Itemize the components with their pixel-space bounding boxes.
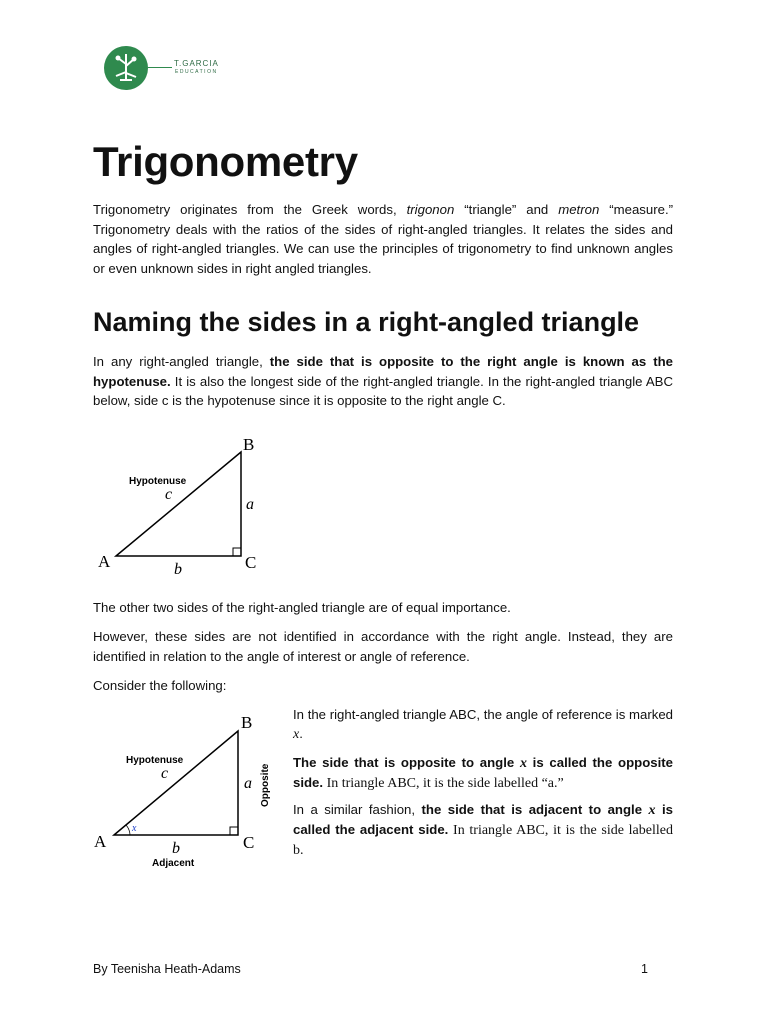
however-paragraph: However, these sides are not identified in accordance with the right angle. Instead, they are identified in relation to the angle of interest or angle of reference. — [93, 629, 673, 664]
side-b-label: b — [174, 561, 182, 578]
side-c-label: c — [161, 765, 169, 782]
side-a-label: a — [246, 496, 254, 513]
logo-divider — [148, 67, 172, 68]
angle-arc — [126, 825, 130, 835]
triangle-shape — [114, 731, 238, 835]
adjacent-label: Adjacent — [152, 858, 195, 869]
footer-author: By Teenisha Heath-Adams — [93, 962, 241, 976]
right-angle-marker — [230, 827, 238, 835]
page-title: Trigonometry — [93, 138, 358, 185]
page-number: 1 — [641, 962, 648, 976]
side-b-label: b — [172, 840, 180, 857]
vertex-b: B — [243, 435, 255, 454]
reference-angle-text: In the right-angled triangle ABC, the angle of reference is marked x. — [293, 707, 673, 742]
hypotenuse-label: Hypotenuse — [126, 755, 184, 766]
vertex-c: C — [245, 553, 257, 572]
triangle-shape — [116, 452, 241, 556]
opposite-label: Opposite — [260, 763, 271, 807]
brand-logo — [104, 46, 224, 92]
section-heading: Naming the sides in a right-angled triangle — [93, 307, 640, 337]
logo-name: T.GARCIA — [174, 59, 219, 68]
adjacent-side-text: In a similar fashion, the side that is adjacent to angle x is called the adjacent side. In triangle ABC, it is the side labelled b. — [293, 802, 673, 858]
hypotenuse-label: Hypotenuse — [129, 476, 187, 487]
vertex-b: B — [241, 713, 253, 732]
opposite-side-text: The side that is opposite to angle x is called the opposite side. In triangle ABC, it is the side labelled “a.” — [293, 755, 673, 791]
vertex-a: A — [94, 832, 107, 851]
logo-subtitle: EDUCATION — [175, 69, 218, 75]
intro-paragraph: Trigonometry originates from the Greek words, trigonon “triangle” and metron “measure.” Trigonometry deals with the ratios of the sides of right-angled triangles. It relates the sides and angles of right-angled triangles. We can use the principles of trigonometry to find unknown angles or even unknown sides in right angled triangles. — [93, 202, 673, 276]
other-sides-paragraph: The other two sides of the right-angled triangle are of equal importance. — [93, 600, 511, 615]
vertex-a: A — [98, 552, 111, 571]
logo-tree-icon — [104, 46, 148, 90]
right-angle-marker — [233, 548, 241, 556]
side-c-label: c — [165, 486, 173, 503]
consider-paragraph: Consider the following: — [93, 678, 227, 693]
hypotenuse-paragraph: In any right-angled triangle, the side that is opposite to the right angle is known as the hypotenuse. It is also the longest side of the right-angled triangle. In the right-angled triangle ABC below, side c is the hypotenuse since it is opposite to the right angle C. — [93, 354, 673, 408]
triangle-figure-1 — [92, 430, 282, 580]
triangle-figure-2 — [90, 708, 285, 873]
angle-x-label: x — [132, 823, 137, 834]
vertex-c: C — [243, 833, 255, 852]
side-a-label: a — [244, 775, 252, 792]
